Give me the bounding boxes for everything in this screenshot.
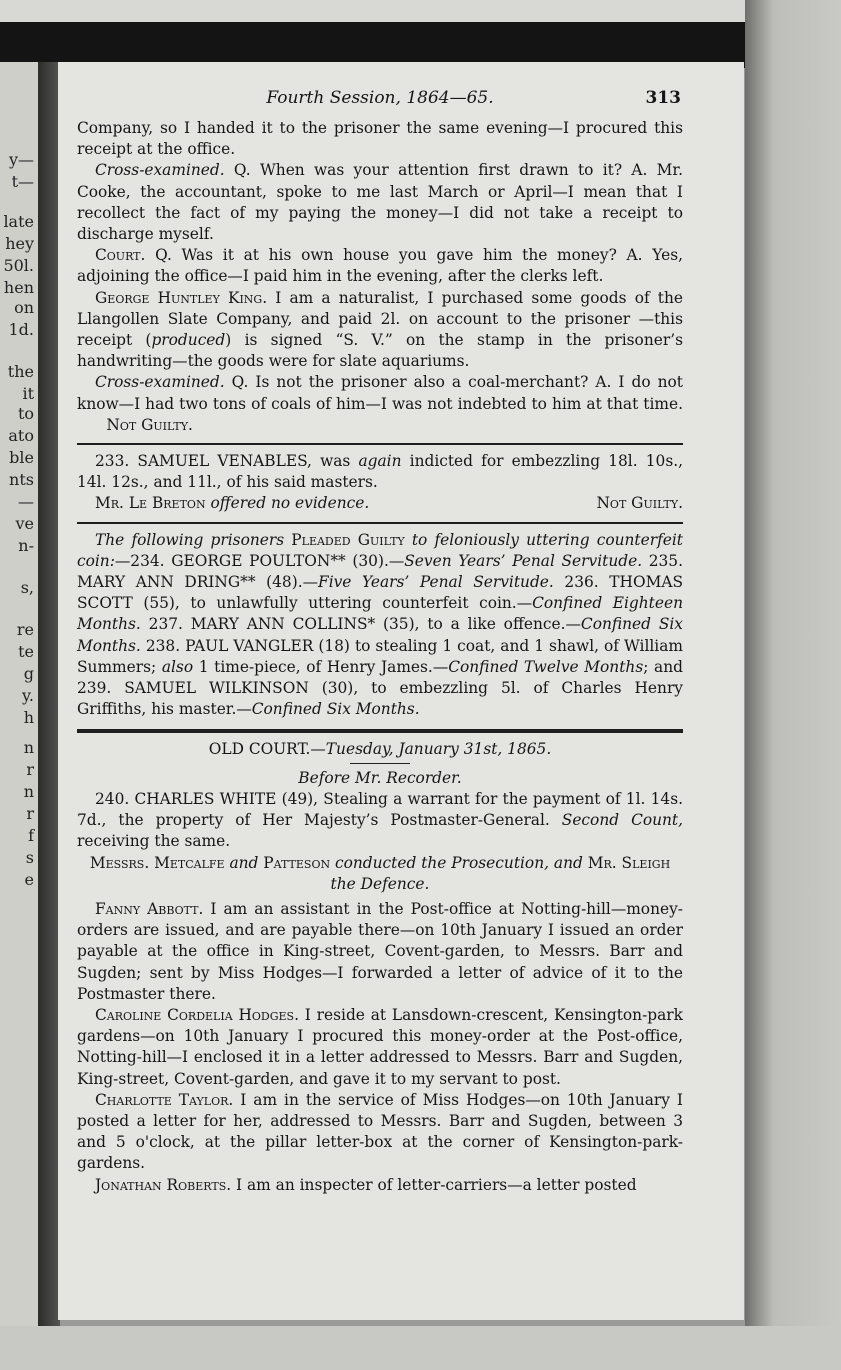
king-court-question: Court. Q. Was it at his own house you gave him the money? A. Yes, adjoining the office—I paid him in the evening, after the clerks left.: [77, 246, 683, 286]
page-313: [58, 62, 744, 1320]
left-page-fragment: n: [23, 782, 34, 801]
witness-abbott: Fanny Abbott. I am an assistant in the Post-office at Notting-hill—money-orders are issued, and are payable there—on 10th January I issued an order payable at the office in King-street, Covent-garden, to Messrs. Barr and Sugden; sent by Miss Hodges—I forwarded a letter of advice of it to the Postmaster there.: [77, 899, 683, 1003]
scan-right-margin: [745, 0, 841, 1370]
left-page-fragment: it: [22, 384, 34, 403]
book-spine: [38, 62, 60, 1328]
left-page-fragment: ato: [8, 426, 34, 445]
case-240: 240. CHARLES WHITE (49), Stealing a warrant for the payment of 1l. 14s. 7d., the property of Her Majesty’s Postmaster-General. Second Count, receiving the same.: [77, 789, 684, 851]
left-page-fragment: on: [14, 298, 34, 317]
left-page-fragment: r: [26, 760, 34, 779]
page-number: 313: [645, 88, 681, 108]
left-page-fragment: nts: [9, 470, 34, 489]
left-page-fragment: s: [25, 848, 34, 867]
left-page-fragment: h: [23, 708, 34, 727]
left-page-fragment: n: [23, 738, 34, 757]
left-page-fragment: r: [26, 804, 34, 823]
section-rule: [77, 522, 683, 524]
left-page-fragment: hey: [5, 234, 34, 253]
heading-short-rule: [350, 763, 410, 764]
left-page-fragment: 50l.: [3, 256, 34, 275]
left-page-fragment: y.: [22, 686, 34, 705]
previous-page-edge: [0, 62, 41, 1328]
left-page-fragment: e: [24, 870, 34, 889]
left-page-fragment: ble: [9, 448, 34, 467]
left-page-fragment: y—: [8, 150, 34, 169]
left-page-fragment: te: [18, 642, 34, 661]
running-title: Fourth Session, 1864—65.: [266, 88, 494, 108]
left-page-fragment: the: [7, 362, 34, 381]
left-page-fragment: n-: [18, 536, 34, 555]
left-page-fragment: 1d.: [8, 320, 34, 339]
court-heading: OLD COURT.—Tuesday, January 31st, 1865.: [208, 740, 552, 759]
left-page-fragment: ve: [15, 514, 34, 533]
verdict-not-guilty: Not Guilty.: [106, 415, 193, 434]
section-rule: [77, 443, 683, 445]
left-page-fragment: re: [16, 620, 34, 639]
case-240-counsel: Messrs. Metcalfe and Patteson conducted the Prosecution, and Mr. Sleigh the Defence.: [89, 853, 671, 893]
case-233-counsel: Mr. Le Breton offered no evidence. Not Guilty.: [77, 493, 683, 514]
witness-taylor: Charlotte Taylor. I am in the service of Miss Hodges—on 10th January I posted a letter for her, addressed to Messrs. Barr and Sugden, between 3 and 5 o'clock, at the pillar letter-box at the corner of Kensington-park-gardens.: [77, 1090, 683, 1173]
left-page-fragment: f: [28, 826, 34, 845]
left-page-fragment: t—: [11, 172, 34, 191]
case-233: 233. SAMUEL VENABLES, was again indicted for embezzling 18l. 10s., 14l. 12s., and 11l., of his said masters.: [77, 452, 684, 492]
left-page-fragment: g: [23, 664, 34, 683]
running-header: [77, 88, 683, 118]
left-page-fragment: to: [17, 404, 34, 423]
scan-bottom-border: [0, 1326, 841, 1370]
before-recorder: Before Mr. Recorder.: [298, 768, 462, 787]
witness-king-testimony: George Huntley King. I am a naturalist, I purchased some goods of the Llangollen Slate Company, and paid 2l. on account to the prisoner —this receipt (produced) is signed “S. V.” on the stamp in the prisoner’s handwriting—the goods were for slate aquariums.: [77, 288, 684, 371]
king-cross-exam-1: Cross-examined. Q. When was your attention first drawn to it? A. Mr. Cooke, the accountant, spoke to me last March or April—I mean that I recollect the fact of my paying the money—I did not take a receipt to discharge myself.: [77, 161, 683, 244]
page-content: [77, 88, 683, 1196]
left-page-fragment: —: [18, 492, 34, 511]
witness-hodges: Caroline Cordelia Hodges. I reside at Lansdown-crescent, Kensington-park gardens—on 10th January I procured this money-order at the Post-office, Notting-hill—I enclosed it in a letter addressed to Messrs. Barr and Sugden, King-street, Covent-garden, and gave it to my servant to post.: [77, 1005, 683, 1088]
left-page-fragment: late: [3, 212, 34, 231]
pleaded-guilty-list: The following prisoners Pleaded Guilty to feloniously uttering counterfeit coin:—234. GEORGE POULTON** (30).—Seven Years’ Penal Servitude. 235. MARY ANN DRING** (48).—Five Years’ Penal Servitude. 236. THOMAS SCOTT (55), to unlawfully uttering counterfeit coin.—Confined Eighteen Months. 237. MARY ANN COLLINS* (35), to a like offence.—Confined Six Months. 238. PAUL VANGLER (18) to stealing 1 coat, and 1 shawl, of William Summers; also 1 time-piece, of Henry James.—Confined Twelve Months; and 239. SAMUEL WILKINSON (30), to embezzling 5l. of Charles Henry Griffiths, his master.—Confined Six Months.: [77, 530, 683, 719]
king-case-p1: Company, so I handed it to the prisoner the same evening—I procured this receipt at the office.: [77, 119, 683, 159]
court-section-rule: [77, 729, 683, 733]
witness-roberts: Jonathan Roberts. I am an inspecter of letter-carriers—a letter posted: [95, 1175, 637, 1194]
verdict-not-guilty-233: Not Guilty.: [596, 494, 683, 513]
left-page-fragment: hen: [3, 278, 34, 297]
king-cross-exam-2: Cross-examined. Q. Is not the prisoner also a coal-merchant? A. I do not know—I had two tons of coals of him—I was not indebted to him at that time. Not Guilty.: [77, 373, 683, 434]
left-page-fragment: s,: [20, 578, 34, 597]
